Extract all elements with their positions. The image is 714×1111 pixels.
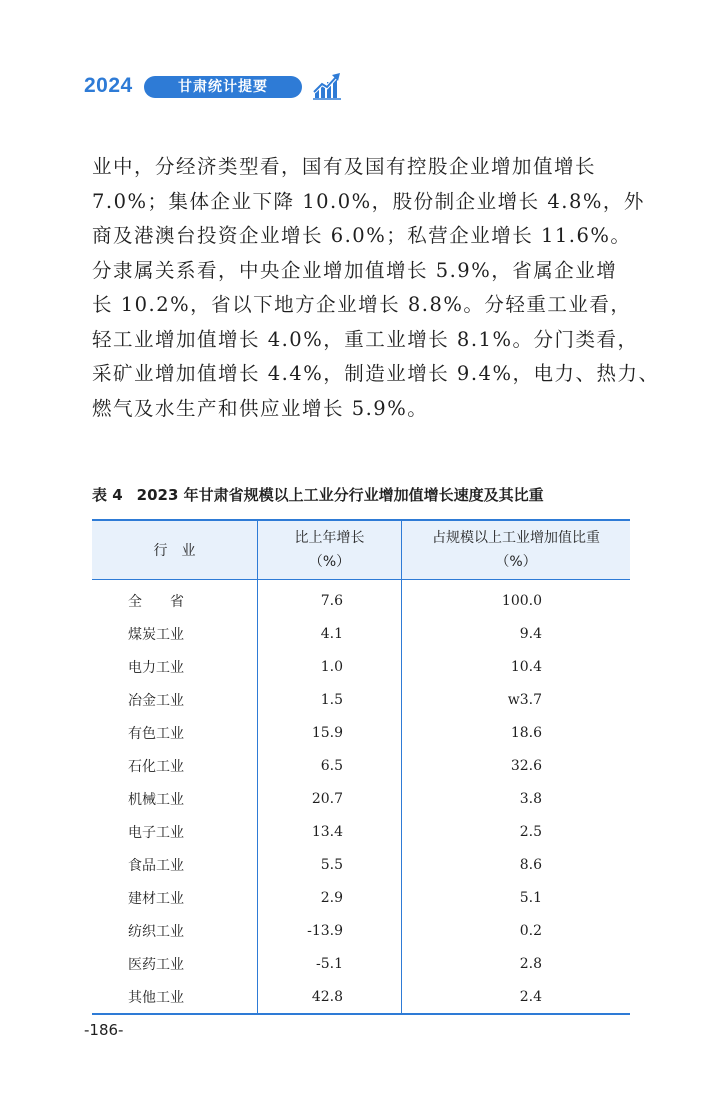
row-industry: 建材工业 bbox=[128, 890, 184, 907]
row-industry: 煤炭工业 bbox=[128, 626, 184, 643]
trend-chart-icon bbox=[312, 72, 342, 100]
row-growth: 42.8 bbox=[258, 980, 402, 1014]
row-share: w3.7 bbox=[402, 683, 631, 716]
table-caption bbox=[92, 484, 632, 505]
row-industry: 石化工业 bbox=[128, 758, 184, 775]
row-growth: 20.7 bbox=[258, 782, 402, 815]
table-row bbox=[92, 947, 630, 980]
table-row bbox=[92, 749, 630, 782]
table-row bbox=[92, 716, 630, 749]
row-share: 2.8 bbox=[402, 947, 631, 980]
header-growth bbox=[258, 520, 402, 580]
row-share: 8.6 bbox=[402, 848, 631, 881]
row-share: 10.4 bbox=[402, 650, 631, 683]
row-share: 100.0 bbox=[402, 580, 631, 618]
row-growth: 15.9 bbox=[258, 716, 402, 749]
header-share bbox=[402, 520, 631, 580]
row-growth: 1.0 bbox=[258, 650, 402, 683]
row-growth: -13.9 bbox=[258, 914, 402, 947]
row-growth: 1.5 bbox=[258, 683, 402, 716]
row-growth: 13.4 bbox=[258, 815, 402, 848]
table-row bbox=[92, 782, 630, 815]
header-growth-unit: （%） bbox=[308, 554, 351, 570]
header-title-badge: 甘肃统计提要 bbox=[144, 76, 302, 98]
row-industry: 全 省 bbox=[128, 593, 184, 610]
paragraph-line: 采矿业增加值增长 4.4%，制造业增长 9.4%，电力、热力、 bbox=[92, 362, 660, 385]
table-row bbox=[92, 980, 630, 1014]
row-growth: 5.5 bbox=[258, 848, 402, 881]
row-share: 32.6 bbox=[402, 749, 631, 782]
row-growth: 7.6 bbox=[258, 580, 402, 618]
table-row bbox=[92, 815, 630, 848]
row-share: 3.8 bbox=[402, 782, 631, 815]
paragraph-line: 燃气及水生产和供应业增长 5.9%。 bbox=[92, 396, 429, 420]
row-growth: -5.1 bbox=[258, 947, 402, 980]
paragraph-line: 长 10.2%，省以下地方企业增长 8.8%。分轻重工业看， bbox=[92, 293, 632, 316]
row-share: 18.6 bbox=[402, 716, 631, 749]
table-row bbox=[92, 650, 630, 683]
table-row bbox=[92, 683, 630, 716]
table-title: 2023 年甘肃省规模以上工业分行业增加值增长速度及其比重 bbox=[136, 486, 544, 504]
row-industry: 有色工业 bbox=[128, 725, 184, 742]
row-share: 5.1 bbox=[402, 881, 631, 914]
row-industry: 机械工业 bbox=[128, 791, 184, 808]
row-growth: 2.9 bbox=[258, 881, 402, 914]
header-year: 2024 bbox=[84, 74, 133, 97]
paragraph-line: 商及港澳台投资企业增长 6.0%；私营企业增长 11.6%。 bbox=[92, 224, 632, 247]
industry-table bbox=[92, 519, 630, 1015]
row-share: 0.2 bbox=[402, 914, 631, 947]
body-paragraph bbox=[92, 150, 660, 426]
table-row bbox=[92, 848, 630, 881]
header-industry: 行 业 bbox=[153, 543, 196, 559]
paragraph-line: 分隶属关系看，中央企业增加值增长 5.9%，省属企业增 bbox=[92, 258, 618, 282]
header-growth-label: 比上年增长 bbox=[294, 530, 365, 546]
page-header bbox=[84, 72, 364, 102]
page-number: -186- bbox=[84, 1021, 124, 1039]
row-share: 2.5 bbox=[402, 815, 631, 848]
row-industry: 电力工业 bbox=[128, 659, 184, 676]
table-row bbox=[92, 881, 630, 914]
table-row bbox=[92, 914, 630, 947]
row-industry: 食品工业 bbox=[128, 857, 184, 874]
table-header-row bbox=[92, 520, 630, 580]
row-growth: 6.5 bbox=[258, 749, 402, 782]
row-share: 2.4 bbox=[402, 980, 631, 1014]
row-industry: 冶金工业 bbox=[128, 692, 184, 709]
row-industry: 纺织工业 bbox=[128, 923, 184, 940]
row-industry: 电子工业 bbox=[128, 824, 184, 841]
paragraph-line: 业中，分经济类型看，国有及国有控股企业增加值增长 bbox=[92, 155, 597, 178]
table-row bbox=[92, 617, 630, 650]
row-industry: 医药工业 bbox=[128, 956, 184, 973]
table-row bbox=[92, 580, 630, 618]
header-share-unit: （%） bbox=[495, 554, 537, 570]
paragraph-line: 轻工业增加值增长 4.0%，重工业增长 8.1%。分门类看， bbox=[92, 327, 639, 351]
table-number: 表 4 bbox=[92, 486, 123, 504]
paragraph-line: 7.0%；集体企业下降 10.0%，股份制企业增长 4.8%，外 bbox=[92, 189, 645, 213]
row-share: 9.4 bbox=[402, 617, 631, 650]
row-growth: 4.1 bbox=[258, 617, 402, 650]
header-share-label: 占规模以上工业增加值比重 bbox=[432, 530, 600, 546]
row-industry: 其他工业 bbox=[128, 989, 184, 1006]
